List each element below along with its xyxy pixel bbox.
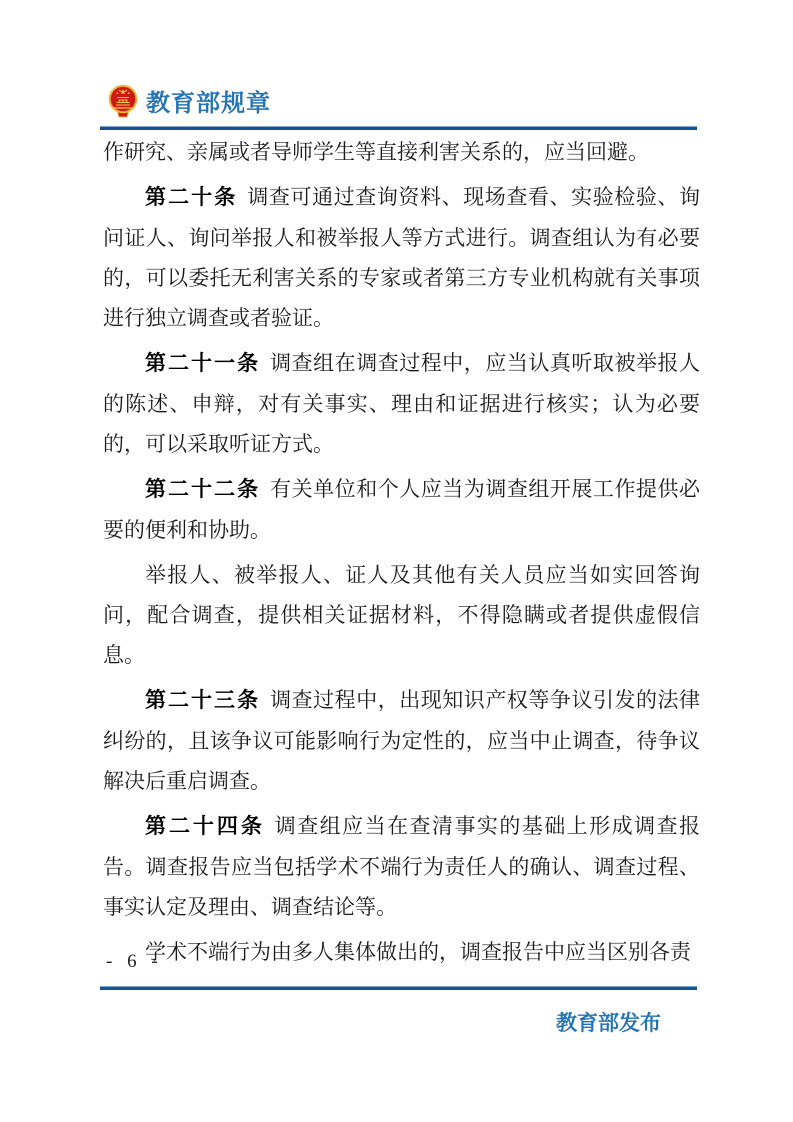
paragraph xyxy=(103,932,700,972)
national-emblem-icon xyxy=(107,84,139,118)
header-divider xyxy=(100,126,697,130)
paragraph xyxy=(103,177,700,338)
article-heading: 第二十条 xyxy=(145,186,238,209)
paragraph xyxy=(103,132,700,172)
article-heading: 第二十三条 xyxy=(145,689,261,712)
paragraph-text: 有关单位和个人应当为调查组开展工作提供必要的便利和协助。 xyxy=(103,477,701,542)
page-number: - 6 - xyxy=(106,951,163,972)
paragraph xyxy=(103,469,700,550)
paragraph xyxy=(103,680,700,801)
header-brand xyxy=(107,83,271,118)
paragraph-text: 调查可通过查询资料、现场查看、实验检验、询问证人、询问举报人和被举报人等方式进行。调查组认为有必要的，可以委托无利害关系的专家或者第三方专业机构就有关事项进行独立调查或者验证。 xyxy=(103,185,701,330)
paragraph xyxy=(103,806,700,927)
article-heading: 第二十四条 xyxy=(145,815,265,838)
publisher-label: 教育部发布 xyxy=(556,1012,661,1035)
document-body xyxy=(103,132,700,977)
footer-divider xyxy=(100,986,697,990)
paragraph-text: 学术不端行为由多人集体做出的，调查报告中应当区别各责 xyxy=(145,940,691,964)
header-title: 教育部规章 xyxy=(146,90,271,117)
paragraph-text: 调查组应当在查清事实的基础上形成调查报告。调查报告应当包括学术不端行为责任人的确认、调查过程、事实认定及理由、调查结论等。 xyxy=(103,814,701,919)
paragraph xyxy=(103,343,700,464)
paragraph-text: 调查过程中，出现知识产权等争议引发的法律纠纷的，且该争议可能影响行为定性的，应当中止调查，待争议解决后重启调查。 xyxy=(103,688,701,793)
article-heading: 第二十一条 xyxy=(145,352,261,375)
paragraph-text: 举报人、被举报人、证人及其他有关人员应当如实回答询问，配合调查，提供相关证据材料，不得隐瞒或者提供虚假信息。 xyxy=(103,563,700,667)
paragraph xyxy=(103,555,700,675)
article-heading: 第二十二条 xyxy=(145,478,261,501)
paragraph-text: 作研究、亲属或者导师学生等直接利害关系的，应当回避。 xyxy=(103,140,649,164)
paragraph-text: 调查组在调查过程中，应当认真听取被举报人的陈述、申辩，对有关事实、理由和证据进行核实；认为必要的，可以采取听证方式。 xyxy=(103,351,701,456)
